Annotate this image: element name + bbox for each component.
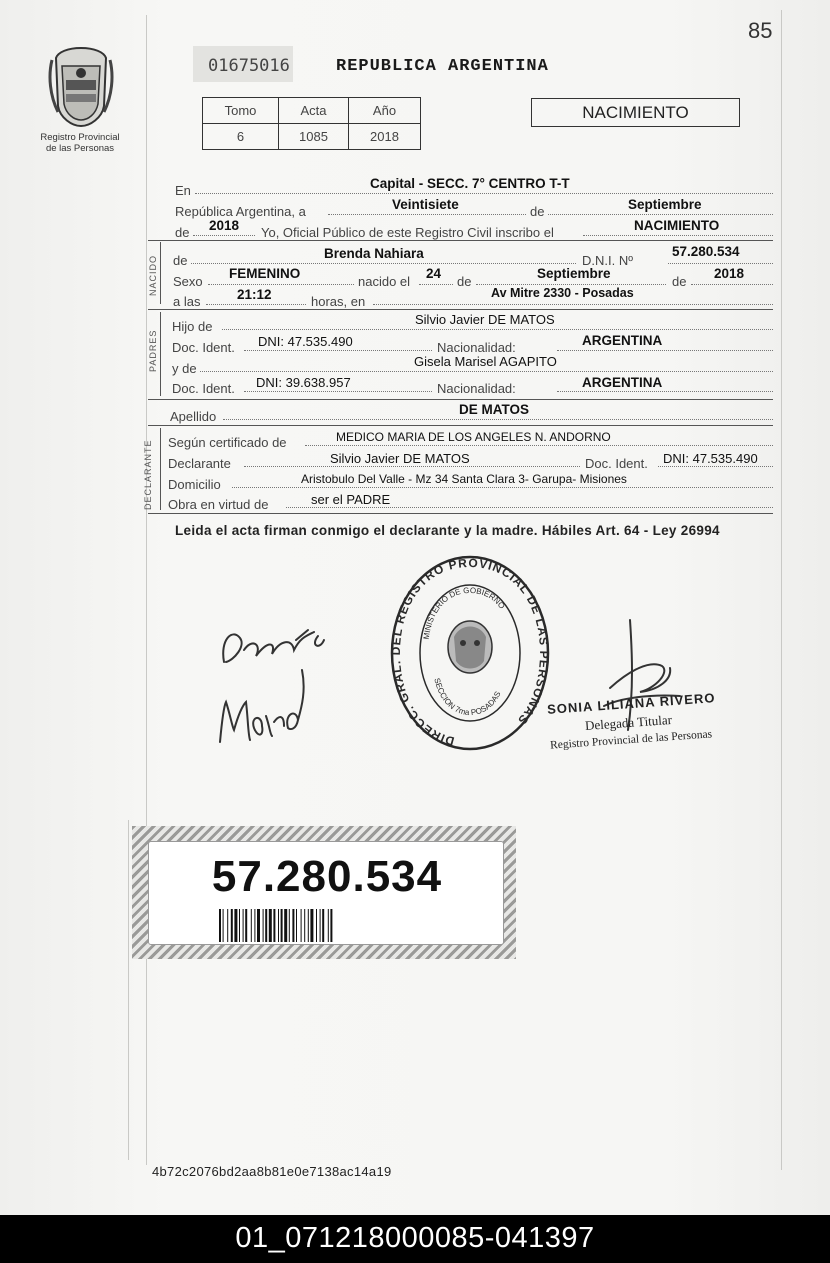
section-separator	[148, 425, 773, 426]
dotted-line	[583, 235, 773, 236]
act-table-value-row	[203, 124, 421, 150]
by-virtue-label: Obra en virtud de	[168, 497, 269, 512]
birth-place-value: Av Mitre 2330 - Posadas	[491, 286, 634, 300]
barcode-bar	[245, 909, 247, 942]
at-label: a las	[173, 294, 201, 309]
barcode-bar	[328, 909, 329, 942]
dotted-line	[193, 235, 255, 236]
certificate-label: Según certificado de	[168, 435, 287, 450]
dotted-line	[222, 329, 773, 330]
declarant-name-value: Silvio Javier DE MATOS	[330, 451, 470, 466]
father-name-value: Silvio Javier DE MATOS	[415, 312, 555, 327]
dotted-line	[208, 284, 354, 285]
barcode-bar	[322, 909, 324, 942]
dni-label: D.N.I. Nº	[582, 253, 633, 268]
birth-month-value: Septiembre	[537, 266, 611, 281]
dotted-line	[328, 214, 526, 215]
official-office: Registro Provincial de las Personas	[549, 728, 713, 752]
doc-label: Doc. Ident.	[172, 381, 235, 396]
dotted-line	[286, 507, 773, 508]
act-table-header: Año	[349, 98, 421, 124]
province-crest-logo	[48, 46, 114, 128]
barcode-bar	[289, 909, 290, 942]
right-margin-line	[781, 10, 782, 1170]
barcode-bar	[239, 909, 240, 942]
republic-label: República Argentina, a	[175, 204, 306, 219]
section-bracket-padres	[160, 312, 161, 396]
dotted-line	[305, 445, 773, 446]
de-label: de	[457, 274, 472, 289]
yde-label: y de	[172, 361, 197, 376]
year-value: 2018	[209, 218, 240, 233]
barcode-bar	[219, 909, 221, 942]
father-nationality-value: ARGENTINA	[582, 333, 663, 348]
surname-value: DE MATOS	[459, 402, 530, 417]
barcode-bar	[308, 909, 309, 942]
dotted-line	[206, 304, 306, 305]
stamp-outer-text: DIRECC. GRAL. DEL REGISTRO PROVINCIAL DE LAS PERSONAS	[388, 555, 552, 749]
dotted-line	[419, 284, 453, 285]
section-bracket-declarante	[160, 428, 161, 510]
dotted-line	[691, 284, 773, 285]
barcode-bar	[296, 909, 297, 942]
doc-label: Doc. Ident.	[585, 456, 648, 471]
act-table-cell-acta: 1085	[279, 124, 349, 150]
act-table-header: Tomo	[203, 98, 279, 124]
signatures-area	[210, 610, 760, 770]
section-separator	[148, 240, 773, 241]
dotted-line	[658, 466, 773, 467]
act-type-box: NACIMIENTO	[531, 98, 740, 127]
mother-signature	[220, 670, 304, 742]
hijo-label: Hijo de	[172, 319, 213, 334]
en-label: En	[175, 183, 191, 198]
act-table-cell-year: 2018	[349, 124, 421, 150]
barcode-bar	[227, 909, 228, 942]
stamp-bottom-text: SECCION 7ma POSADAS	[432, 676, 503, 718]
dotted-line	[244, 350, 432, 351]
official-title: Delegada Titular	[584, 711, 673, 734]
inscribe-text: Yo, Oficial Público de este Registro Civil inscribo el	[261, 225, 554, 240]
barcode-bar	[251, 909, 252, 942]
address-label: Domicilio	[168, 477, 221, 492]
left-margin-line-lower	[128, 820, 129, 1160]
child-dni-value: 57.280.534	[672, 244, 740, 259]
de-label: de	[530, 204, 545, 219]
father-doc-value: DNI: 47.535.490	[258, 334, 353, 349]
month-value: Septiembre	[628, 197, 702, 212]
barcode-number: 57.280.534	[211, 852, 443, 901]
barcode-bar	[234, 909, 237, 942]
barcode-bar	[243, 909, 244, 942]
page-number: 85	[748, 18, 773, 43]
dotted-line	[232, 487, 773, 488]
barcode-bar	[281, 909, 283, 942]
dotted-line	[191, 263, 576, 264]
dotted-line	[195, 193, 773, 194]
hours-label: horas, en	[311, 294, 366, 309]
sex-value: FEMENINO	[229, 266, 301, 281]
de-label: de	[672, 274, 687, 289]
barcode-bar	[284, 909, 287, 942]
born-label: nacido el	[358, 274, 411, 289]
dotted-line	[476, 284, 666, 285]
declarant-label: Declarante	[168, 456, 231, 471]
act-table-header-row	[203, 98, 421, 124]
certificate-value: MEDICO MARIA DE LOS ANGELES N. ANDORNO	[336, 430, 611, 444]
nationality-label: Nacionalidad:	[437, 381, 516, 396]
closing-statement: Leida el acta firman conmigo el declarante y la madre. Hábiles Art. 64 - Ley 26994	[175, 523, 720, 538]
barcode-bar	[304, 909, 305, 942]
birth-day-value: 24	[426, 266, 442, 281]
document-serial-number: 01675016	[193, 46, 293, 82]
side-label-padres: PADRES	[148, 329, 158, 372]
mother-doc-value: DNI: 39.638.957	[256, 375, 351, 390]
child-name-value: Brenda Nahiara	[324, 246, 424, 261]
stamp-inner-text: MINISTERIO DE GOBIERNO	[421, 585, 507, 641]
declarant-signature	[223, 630, 324, 662]
place-value: Capital - SECC. 7° CENTRO T-T	[370, 176, 570, 191]
mother-name-value: Gisela Marisel AGAPITO	[414, 354, 557, 369]
de-label: de	[173, 253, 188, 268]
inscribe-value: NACIMIENTO	[634, 218, 720, 233]
official-name: SONIA LILIANA RIVERO	[546, 690, 716, 717]
section-separator	[148, 399, 773, 400]
barcode-bar	[223, 909, 224, 942]
declarant-doc-value: DNI: 47.535.490	[663, 451, 758, 466]
dotted-line	[223, 419, 773, 420]
section-separator	[148, 309, 773, 310]
barcode-bar	[273, 909, 275, 942]
dotted-line	[668, 263, 773, 264]
mother-nationality-value: ARGENTINA	[582, 375, 663, 390]
act-table	[202, 97, 421, 150]
side-label-nacido: NACIDO	[148, 254, 158, 296]
dotted-line	[244, 391, 432, 392]
barcode-label	[132, 826, 516, 959]
dotted-line	[557, 350, 773, 351]
surname-label: Apellido	[170, 409, 217, 424]
barcode-panel	[148, 841, 504, 945]
barcode-bar	[269, 909, 272, 942]
day-words-value: Veintisiete	[392, 197, 459, 212]
section-bracket-nacido	[160, 242, 161, 304]
birth-year-value: 2018	[714, 266, 745, 281]
dotted-line	[548, 214, 773, 215]
registry-name: Registro Provincial de las Personas	[40, 132, 120, 154]
barcode-bar	[263, 909, 264, 942]
country-title: REPUBLICA ARGENTINA	[336, 57, 549, 76]
barcode-bar	[257, 909, 260, 942]
address-value: Aristobulo Del Valle - Mz 34 Santa Clara 3- Garupa- Misiones	[301, 472, 627, 486]
barcode-bar	[292, 909, 294, 942]
barcode-bar	[320, 909, 321, 942]
barcode-bars	[219, 909, 437, 942]
by-virtue-value: ser el PADRE	[311, 492, 391, 507]
birth-time-value: 21:12	[237, 287, 272, 302]
act-table-header: Acta	[279, 98, 349, 124]
nationality-label: Nacionalidad:	[437, 340, 516, 355]
barcode-bar	[330, 909, 332, 942]
dotted-line	[200, 371, 773, 372]
barcode-bar	[301, 909, 302, 942]
barcode-bar	[254, 909, 255, 942]
barcode-bar	[278, 909, 279, 942]
barcode-bar	[231, 909, 233, 942]
footer-file-id: 01_071218000085-041397	[0, 1215, 830, 1263]
doc-label: Doc. Ident.	[172, 340, 235, 355]
act-table-cell-tomo: 6	[203, 124, 279, 150]
sex-label: Sexo	[173, 274, 203, 289]
dotted-line	[557, 391, 773, 392]
barcode-bar	[310, 909, 313, 942]
de-label: de	[175, 225, 190, 240]
dotted-line	[373, 304, 773, 305]
section-separator	[148, 513, 773, 514]
document-hash: 4b72c2076bd2aa8b81e0e7138ac14a19	[152, 1164, 392, 1179]
dotted-line	[244, 466, 580, 467]
left-margin-line	[146, 15, 147, 1165]
barcode-bar	[316, 909, 317, 942]
barcode-bar	[265, 909, 267, 942]
side-label-declarante: DECLARANTE	[143, 439, 153, 510]
